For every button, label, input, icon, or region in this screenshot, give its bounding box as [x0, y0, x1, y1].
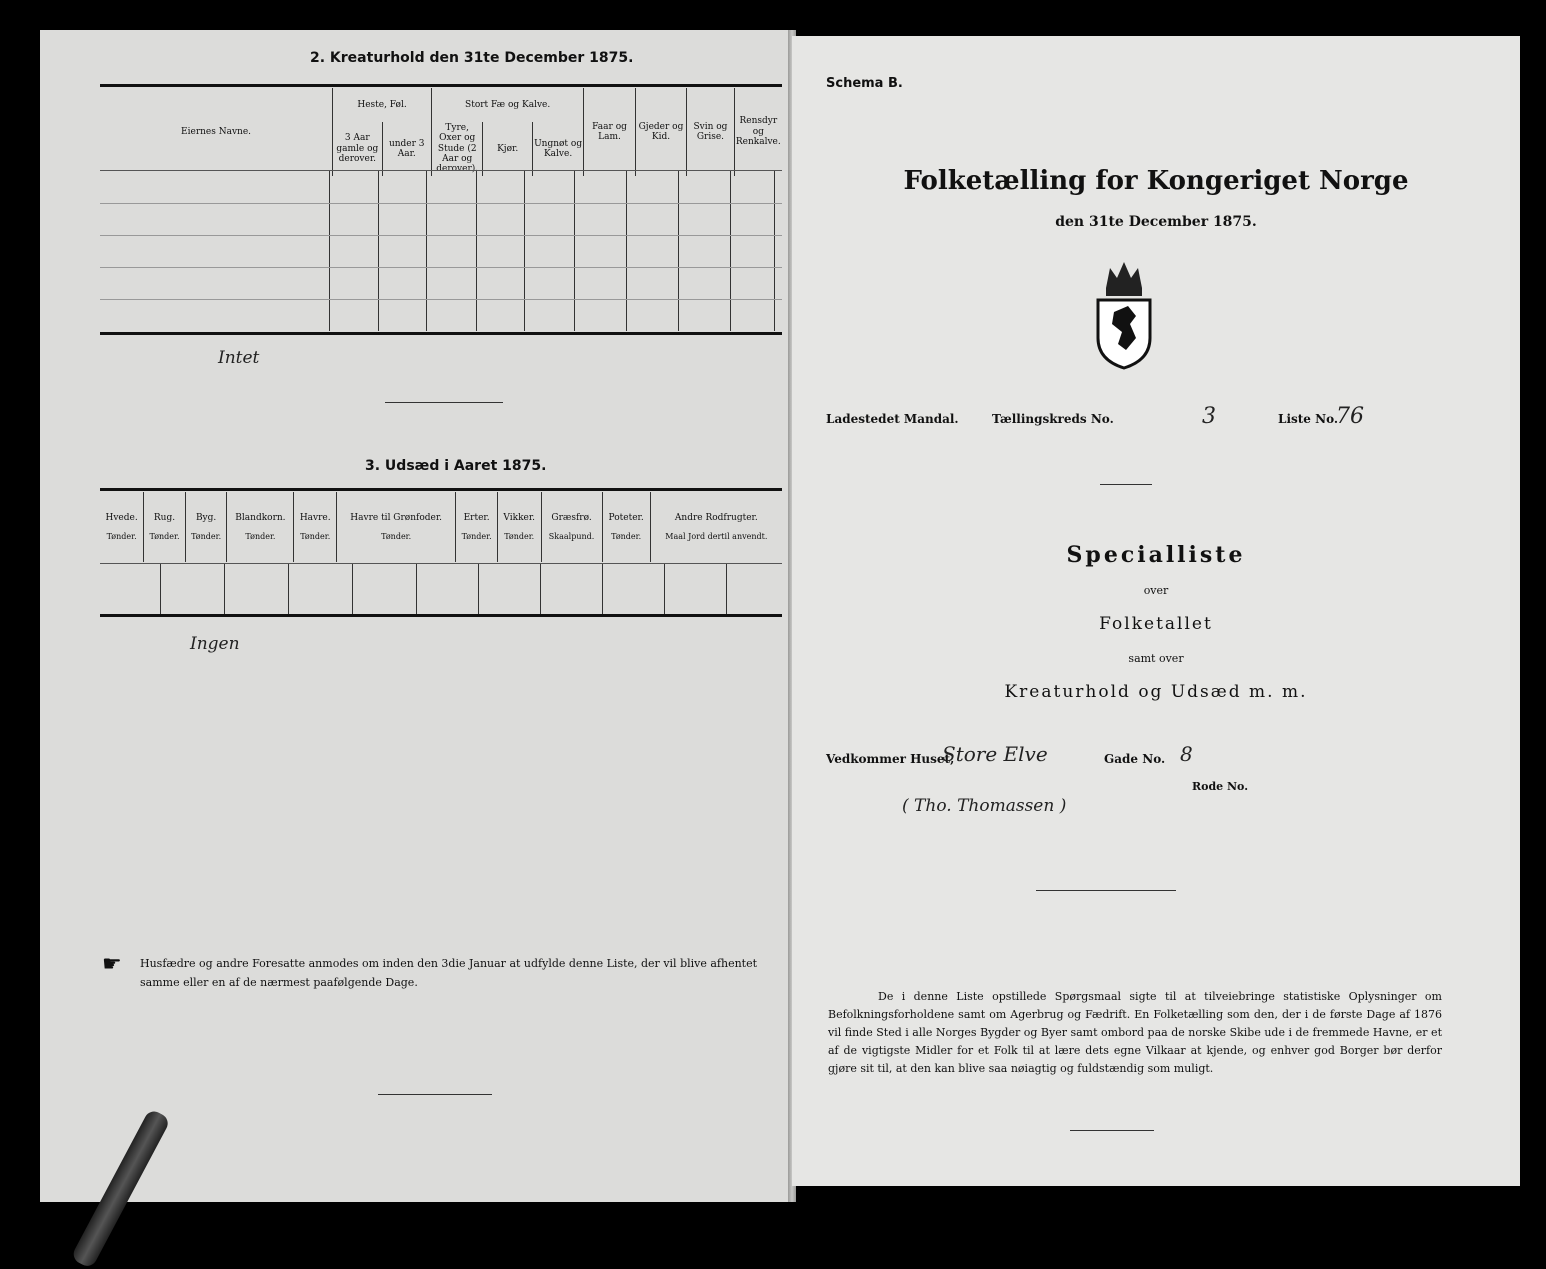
seed-table-top-rule	[100, 488, 782, 491]
divider	[385, 402, 503, 403]
seed-body	[100, 564, 782, 614]
district-value: 3	[1202, 404, 1216, 429]
census-date: den 31te December 1875.	[1055, 214, 1257, 230]
section3-title: 3. Udsæd i Aaret 1875.	[365, 458, 547, 474]
livestock-table-top-rule	[100, 84, 782, 87]
livestock-body	[100, 171, 782, 331]
seed-header-table	[100, 492, 782, 562]
left-page	[40, 30, 792, 1202]
seed-header-name: Vikker.	[503, 513, 536, 524]
seed-header-unit: Tønder.	[611, 531, 642, 541]
seed-header-name: Havre til Grønfoder.	[350, 513, 443, 524]
notice-text: Husfædre og andre Foresatte anmodes om inden den 3die Januar at udfylde denne Liste, der vil blive afhentet samme eller en af de nærmest paafølgende Dage.	[140, 957, 758, 989]
divider-right	[1100, 484, 1152, 485]
cattle-header: Stort Fæ og Kalve.	[431, 88, 583, 122]
seed-header-name: Rug.	[153, 513, 176, 524]
seed-header-unit: Tønder.	[245, 531, 276, 541]
seed-header-unit: Tønder.	[461, 531, 492, 541]
specialliste-title: Specialliste	[1066, 542, 1246, 568]
seed-header-6	[456, 492, 498, 562]
cattle-a-header: Tyre, Oxer og Stude (2 Aar og	[431, 122, 482, 176]
livestock-header-table	[100, 88, 782, 176]
samt-over-text: samt over	[1128, 652, 1184, 665]
seed-header-name: Erter.	[463, 513, 490, 524]
street-label: Gade No.	[1104, 752, 1166, 766]
owner-value: ( Tho. Thomassen )	[902, 796, 1067, 816]
folketallet-text: Folketallet	[1099, 614, 1213, 634]
rode-label: Rode No.	[1192, 780, 1249, 793]
seed-header-unit: Tønder.	[149, 531, 180, 541]
seed-header-9	[602, 492, 650, 562]
livestock-table-bottom-rule	[100, 332, 782, 335]
divider-bottom	[378, 1094, 492, 1095]
list-label: Liste No.	[1278, 412, 1339, 426]
seed-header-name: Andre Rodfrugter.	[674, 513, 758, 524]
cattle-c-header: Ungnøt og Kalve.	[532, 122, 583, 176]
norway-coat-of-arms-icon	[1092, 258, 1156, 370]
seed-header-name: Græsfrø.	[551, 513, 592, 524]
main-title: Folketælling for Kongeriget Norge	[903, 166, 1409, 196]
cattle-b-header: Kjør.	[483, 122, 532, 176]
seed-header-name: Hvede.	[105, 513, 138, 524]
seed-header-unit: Skaalpund.	[548, 531, 595, 541]
district-label: Tællingskreds No.	[992, 412, 1114, 426]
seed-header-name: Havre.	[299, 513, 331, 524]
seed-header-name: Byg.	[195, 513, 217, 524]
sheep-header: Faar og Lam.	[584, 88, 635, 176]
seed-header-4	[294, 492, 337, 562]
seed-header-unit: Tønder.	[106, 531, 137, 541]
seed-header-1	[144, 492, 186, 562]
reindeer-header: Rensdyr og Renkalve.	[734, 88, 782, 176]
seed-header-10	[650, 492, 782, 562]
house-value: Store Elve	[942, 742, 1048, 766]
list-value: 76	[1336, 404, 1364, 429]
seed-header-3	[227, 492, 294, 562]
seed-header-name: Poteter.	[608, 513, 644, 524]
pigs-header: Svin og Grise.	[687, 88, 734, 176]
place-label: Ladestedet Mandal.	[826, 412, 959, 426]
horses-b-header: under 3 Aar.	[382, 122, 431, 176]
seed-note: Ingen	[190, 634, 240, 654]
seed-header-unit: Maal Jord dertil anvendt.	[665, 531, 768, 541]
seed-header-name: Blandkorn.	[235, 513, 286, 524]
seed-header-7	[497, 492, 541, 562]
schema-label: Schema B.	[826, 76, 903, 91]
seed-header-unit: Tønder.	[191, 531, 222, 541]
seed-header-5	[337, 492, 456, 562]
seed-header-0	[100, 492, 144, 562]
seed-header-2	[185, 492, 227, 562]
over-text: over	[1143, 584, 1169, 597]
pointing-hand-icon: ☛	[102, 952, 122, 977]
section2-title: 2. Kreaturhold den 31te December 1875.	[310, 50, 634, 66]
footer-text: De i denne Liste opstillede Spørgsmaal sigte til at tilveiebringe statistiske Oplysninger om Befolkningsforholdene samt om Agerbrug og Fædrift. En Folketælling som den, der i de første Dage af 1876 vil finde Sted i alle Norges Bygder og Byer samt ombord paa de norske Skibe ude i de fremmede Havne, er et af de vigtigste Midler for et Folk til at lære dets egne Vilkaar at kjende, og enhver god Borger bør derfor gjøre sit til, at den kan blive saa nøiagtig og fuldstændig som muligt.	[828, 990, 1442, 1075]
owner-header: Eiernes Navne.	[100, 88, 333, 176]
divider-right-2	[1036, 890, 1176, 891]
seed-header-8	[541, 492, 602, 562]
livestock-note: Intet	[218, 348, 260, 368]
seed-header-unit: Tønder.	[381, 531, 412, 541]
right-page	[792, 36, 1520, 1186]
divider-right-3	[1070, 1130, 1154, 1131]
seed-table-bottom-rule	[100, 614, 782, 617]
kreaturhold-text: Kreaturhold og Udsæd m. m.	[1004, 682, 1308, 702]
house-label: Vedkommer Huset,	[826, 752, 955, 766]
seed-header-unit: Tønder.	[504, 531, 535, 541]
seed-header-unit: Tønder.	[300, 531, 331, 541]
goats-header: Gjeder og Kid.	[635, 88, 686, 176]
street-value: 8	[1180, 742, 1193, 766]
horses-header: Heste, Føl.	[333, 88, 432, 122]
horses-a-header: 3 Aar gamle og derover.	[333, 122, 382, 176]
